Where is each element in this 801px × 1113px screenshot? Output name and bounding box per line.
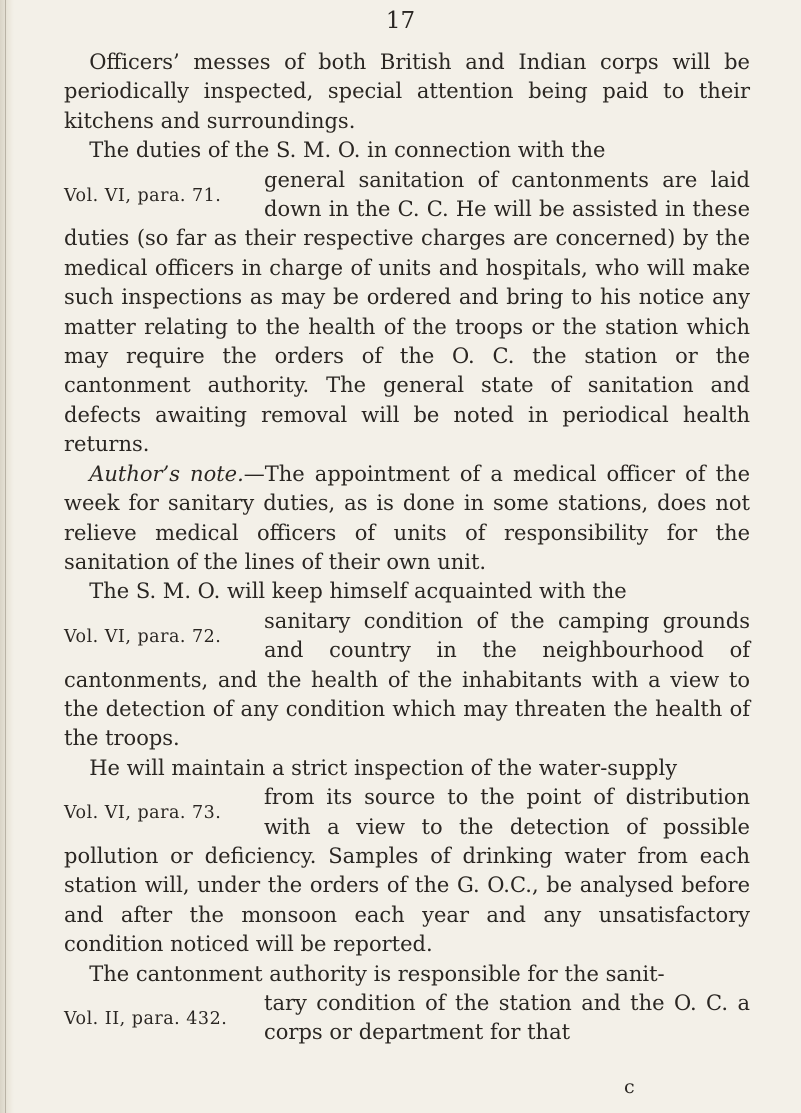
page-body bbox=[64, 48, 750, 1048]
paragraph-smo-duties bbox=[64, 136, 750, 165]
paragraph-cantonment-authority bbox=[64, 960, 750, 989]
page-binding-edge bbox=[0, 0, 14, 1113]
authors-note-text: —The appointment of a medical officer of the week for sanitary duties, as is done in some stations, does not relieve medical officers of units of responsibility for the sanitation of the lines of their own unit. bbox=[64, 461, 750, 574]
paragraph-rest-text: assisted in these duties (so far as their respective charges are concerned) by the medical officers in charge of units and hospitals, who will make such inspections as may be ordered and bring to his notice any matter relating to the health of the troops or the station which may require the orders of the O. C. the station or the cantonment authority. The general state of sanitation and defects awaiting removal will be noted in periodical health returns. bbox=[64, 197, 750, 457]
paragraph-authors-note bbox=[64, 460, 750, 578]
margin-reference: Vol. VI, para. 71. bbox=[64, 185, 222, 206]
paragraph-water-supply bbox=[64, 754, 750, 783]
catchword: c bbox=[624, 1076, 635, 1098]
paragraph-rest-text: neighbourhood of cantonments, and the health of the inhabitants with a view to the detection of any condition which may threaten the health of the troops. bbox=[64, 638, 750, 751]
authors-note-label: Author’s note. bbox=[89, 461, 244, 486]
paragraph-camping-grounds bbox=[64, 577, 750, 606]
paragraph-officers-messes: Officers’ messes of both British and Indian corps will be periodically inspected, special attention being paid to their kitchens and surroundings. bbox=[64, 50, 750, 133]
paragraph-lead: The duties of the S. M. O. in connection with the bbox=[89, 138, 606, 163]
paragraph-water-supply-cont bbox=[64, 783, 750, 959]
paragraph-smo-duties-cont bbox=[64, 166, 750, 460]
margin-reference: Vol. VI, para. 72. bbox=[64, 626, 222, 647]
margin-reference: Vol. VI, para. 73. bbox=[64, 803, 222, 824]
paragraph-wrapped-text: from its source to the point of distribution with a view to the detection bbox=[264, 785, 750, 839]
page-number: 17 bbox=[385, 8, 416, 34]
paragraph-rest-text: of possible pollution or deficiency. Samples of drinking water from each station will, under the orders of the G. O.C., be analysed before and after the monsoon each year and any unsatisfactory condition noticed will be reported. bbox=[64, 814, 750, 957]
paragraph-wrapped-text: tary condition of the station and the O. C. a corps or department for that bbox=[264, 991, 750, 1045]
margin-reference: Vol. II, para. 432. bbox=[64, 1009, 228, 1029]
paragraph-camping-grounds-cont bbox=[64, 607, 750, 754]
paragraph-lead: The cantonment authority is responsible for the sanit- bbox=[89, 961, 665, 986]
paragraph-wrapped-text: general sanitation of cantonments are laid down in the C. C. He will be bbox=[264, 167, 750, 222]
paragraph-lead: He will maintain a strict inspection of the water-supply bbox=[89, 755, 678, 780]
paragraph-lead: The S. M. O. will keep himself acquainted with the bbox=[89, 579, 627, 604]
paragraph-wrapped-text: sanitary condition of the camping grounds and country in the bbox=[264, 608, 750, 663]
paragraph-cantonment-authority-cont bbox=[64, 989, 750, 1048]
